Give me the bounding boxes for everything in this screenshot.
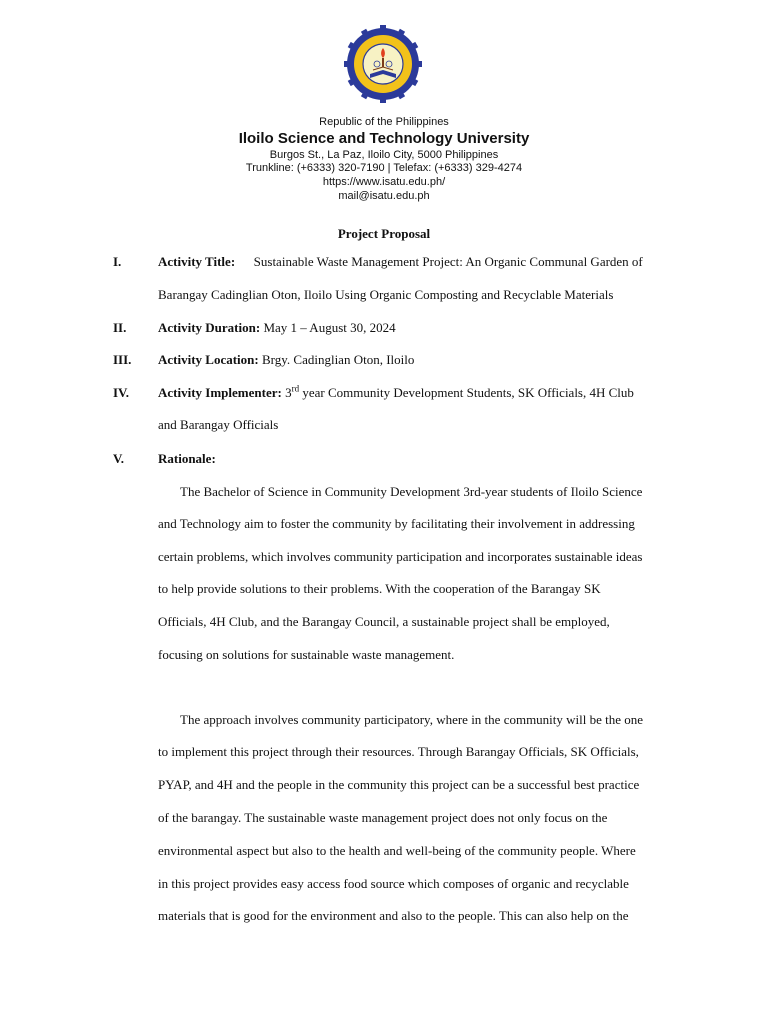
rationale-paragraph-1-line: Officials, 4H Club, and the Barangay Council, a sustainable project shall be employed, [158,614,610,629]
item-value: May 1 – August 30, 2024 [263,320,396,335]
item-value: Sustainable Waste Management Project: An Organic Communal Garden of [253,254,643,269]
rationale-paragraph-1-line: to help provide solutions to their problems. With the cooperation of the Barangay SK [158,581,601,596]
item-label: Activity Implementer: [158,385,282,400]
item-number: IV. [113,385,130,400]
university-seal-logo [343,24,423,104]
item-label: Activity Duration: [158,320,261,335]
university-address: Burgos St., La Paz, Iloilo City, 5000 Philippines [269,149,499,161]
university-name: Iloilo Science and Technology University [238,130,530,147]
rationale-paragraph-2-line: materials that is good for the environment and also to the people. This can also help on the [158,908,629,923]
item-value-superscript: rd [291,383,300,394]
item-number: V. [113,451,124,466]
contact-numbers: Trunkline: (+6333) 320-7190 | Telefax: (+6333) 329-4274 [245,162,523,174]
university-email-link[interactable]: mail@isatu.edu.ph [338,190,430,202]
item-label: Rationale: [158,451,216,466]
rationale-paragraph-2-line: PYAP, and 4H and the people in the community this project can be a successful best practice [158,777,640,792]
item-activity-implementer-cont: and Barangay Officials [158,417,279,432]
item-value: Brgy. Cadinglian Oton, Iloilo [261,352,415,367]
rationale-paragraph-1-line: certain problems, which involves community participation and incorporates sustainable ideas [158,549,643,564]
republic-line: Republic of the Philippines [319,116,449,128]
rationale-paragraph-1-line: The Bachelor of Science in Community Development 3rd-year students of Iloilo Science [180,484,643,499]
rationale-paragraph-2-line: to implement this project through their resources. Through Barangay Officials, SK Officials, [158,744,639,759]
item-number: III. [113,352,132,367]
item-number: II. [113,320,127,335]
document-title: Project Proposal [337,226,431,241]
rationale-paragraph-2-line: environmental aspect but also to the health and well-being of the community people. Where [158,843,636,858]
item-label: Activity Location: [158,352,259,367]
rationale-paragraph-1-line: and Technology aim to foster the community by facilitating their involvement in addressing [158,516,635,531]
rationale-paragraph-2-line: The approach involves community participatory, where in the community will be the one [180,712,644,727]
item-number: I. [113,254,122,269]
item-activity-title-cont: Barangay Cadinglian Oton, Iloilo Using Organic Composting and Recyclable Materials [158,287,614,302]
item-label: Activity Title: [158,254,236,269]
item-value-pre: 3 [285,385,292,400]
rationale-paragraph-1-line: focusing on solutions for sustainable waste management. [158,647,455,662]
item-value-post: year Community Development Students, SK Officials, 4H Club [299,385,634,400]
rationale-paragraph-2-line: in this project provides easy access food source which composes of organic and recyclable [158,876,629,891]
university-website-link[interactable]: https://www.isatu.edu.ph/ [322,176,446,188]
rationale-paragraph-2-line: of the barangay. The sustainable waste management project does not only focus on the [158,810,608,825]
